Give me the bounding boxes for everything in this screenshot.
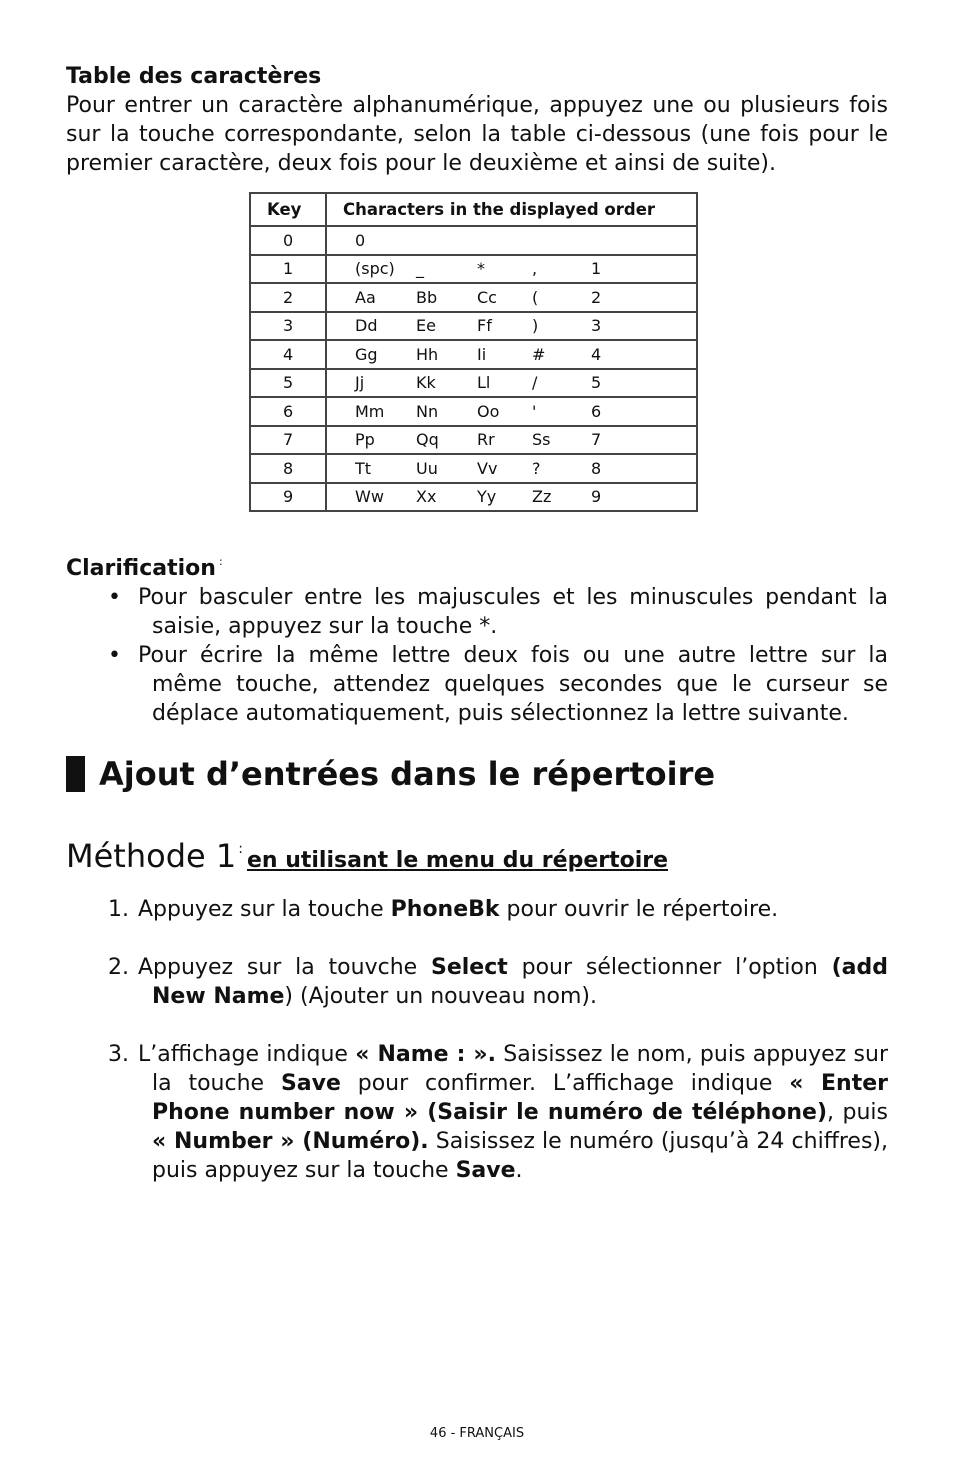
clarification-section — [66, 547, 888, 728]
character-value: 5 — [591, 373, 602, 393]
character-value: Ss — [532, 430, 551, 450]
character-value — [532, 231, 591, 250]
character-value: 7 — [591, 430, 602, 450]
heading-bar-icon — [66, 756, 85, 792]
character-value: * — [477, 259, 485, 279]
table-header-row — [250, 193, 697, 226]
character-value: Ii — [477, 344, 487, 364]
character-value: Pp — [355, 430, 375, 450]
character-value: Aa — [355, 287, 376, 307]
list-item — [66, 641, 888, 728]
character-value: Vv — [477, 458, 498, 478]
header-key: Key — [250, 193, 326, 226]
character-value: 2 — [591, 287, 602, 307]
clarification-colon: : — [218, 555, 223, 568]
character-value: Ww — [355, 487, 384, 507]
character-value: Dd — [355, 316, 378, 336]
character-value: Cc — [477, 287, 497, 307]
table-row — [250, 312, 697, 341]
method-subtitle: en utilisant le menu du répertoire — [246, 848, 669, 873]
character-value: Tt — [355, 458, 372, 478]
character-value: Uu — [416, 458, 438, 478]
character-value — [477, 231, 532, 250]
list-item — [66, 583, 888, 641]
character-value: / — [532, 373, 538, 393]
key-name: PhoneBk — [390, 897, 500, 922]
key-cell: 2 — [250, 283, 326, 312]
character-value: Ff — [477, 316, 492, 336]
character-value: ? — [532, 458, 541, 478]
characters-cell — [326, 312, 697, 341]
characters-cell — [326, 483, 697, 512]
step-text: pour sélectionner l’option — [507, 955, 832, 980]
character-table — [249, 192, 698, 512]
step-text: . — [515, 1158, 523, 1183]
character-value: Kk — [416, 373, 436, 393]
character-value: 3 — [591, 316, 602, 336]
bullet-icon: • — [108, 585, 121, 610]
table-row — [250, 369, 697, 398]
character-table-section — [66, 62, 888, 178]
clarification-label: Clarification — [66, 556, 216, 581]
key-cell: 7 — [250, 426, 326, 455]
character-value: Gg — [355, 344, 378, 364]
step-text: Appuyez sur la touvche — [138, 955, 431, 980]
step-3 — [66, 1040, 888, 1185]
characters-cell — [326, 369, 697, 398]
key-cell: 6 — [250, 397, 326, 426]
intro-paragraph: Pour entrer un caractère alphanumérique, appuyez une ou plusieurs fois sur la touche correspondante, selon la table ci-dessous (une fois pour le premier caractère, deux fois pour le deuxième et ainsi de suite). — [66, 93, 888, 176]
method-colon: : — [238, 841, 243, 857]
option-name: (add New Name — [152, 955, 888, 1009]
display-text: « Enter Phone number now » (Saisir le numéro de téléphone) — [152, 1071, 888, 1125]
step-text: ) (Ajouter un nouveau nom). — [284, 984, 597, 1009]
table-row — [250, 283, 697, 312]
character-value: Hh — [416, 344, 439, 364]
step-text: pour confirmer. L’affichage indique — [340, 1071, 790, 1096]
characters-cell — [326, 226, 697, 255]
character-value: Bb — [416, 287, 438, 307]
key-cell: 4 — [250, 340, 326, 369]
method-heading — [66, 829, 888, 881]
key-cell: 1 — [250, 255, 326, 284]
character-value: 0 — [355, 230, 366, 250]
key-cell: 9 — [250, 483, 326, 512]
key-cell: 8 — [250, 454, 326, 483]
characters-cell — [326, 426, 697, 455]
character-value: _ — [416, 259, 424, 279]
header-characters: Characters in the displayed order — [326, 193, 697, 226]
method-label: Méthode 1 — [66, 837, 237, 875]
step-text: pour ouvrir le répertoire. — [499, 897, 779, 922]
character-value: Nn — [416, 401, 439, 421]
table-row — [250, 397, 697, 426]
character-value: 1 — [591, 259, 602, 279]
step-text: , puis — [827, 1100, 889, 1125]
bullet-text: Pour écrire la même lettre deux fois ou une autre lettre sur la même touche, attendez quelques secondes que le curseur se déplace automatiquement, puis sélectionnez la lettre suivante. — [138, 643, 888, 726]
character-value: 9 — [591, 487, 602, 507]
character-value: ' — [532, 401, 537, 421]
step-number: 3. — [108, 1042, 129, 1067]
character-value: , — [532, 259, 538, 279]
table-row — [250, 226, 697, 255]
step-text: Saisissez le numéro (jusqu’à 24 chiffres), puis appuyez sur la touche — [152, 1129, 888, 1183]
key-cell: 5 — [250, 369, 326, 398]
step-text: Appuyez sur la touche — [138, 897, 391, 922]
key-name: Save — [455, 1158, 516, 1183]
clarification-title — [66, 547, 888, 583]
key-cell: 3 — [250, 312, 326, 341]
clarification-list — [66, 583, 888, 728]
character-value: Mm — [355, 401, 385, 421]
character-value: 8 — [591, 458, 602, 478]
table-row — [250, 255, 697, 284]
character-value: Jj — [355, 373, 365, 393]
characters-cell — [326, 283, 697, 312]
character-value: ) — [532, 316, 539, 336]
character-value: 4 — [591, 344, 602, 364]
table-row — [250, 454, 697, 483]
step-1 — [66, 895, 888, 924]
character-value: Ee — [416, 316, 436, 336]
section-title: Table des caractères — [66, 64, 322, 89]
character-value: 6 — [591, 401, 602, 421]
steps-section — [66, 895, 888, 1214]
character-value: Ll — [477, 373, 491, 393]
step-number: 2. — [108, 955, 129, 980]
step-text: L’affichage indique — [138, 1042, 356, 1067]
character-value: Yy — [477, 487, 497, 507]
character-value: # — [532, 344, 546, 364]
character-value: ( — [532, 287, 539, 307]
display-text: « Name : ». — [355, 1042, 496, 1067]
table-row — [250, 340, 697, 369]
page-footer: 46 - FRANÇAIS — [429, 1426, 525, 1441]
table-row — [250, 483, 697, 512]
character-value: (spc) — [355, 259, 395, 279]
characters-cell — [326, 340, 697, 369]
section-heading — [66, 754, 888, 794]
step-number: 1. — [108, 897, 129, 922]
display-text: « Number » (Numéro). — [152, 1129, 429, 1154]
bullet-icon: • — [108, 643, 121, 668]
characters-cell — [326, 255, 697, 284]
bullet-text: Pour basculer entre les majuscules et les minuscules pendant la saisie, appuyez sur la touche *. — [138, 585, 888, 639]
step-2 — [66, 953, 888, 1011]
character-value: Oo — [477, 401, 500, 421]
key-name: Save — [280, 1071, 341, 1096]
key-name: Select — [431, 955, 508, 980]
character-value — [416, 231, 477, 250]
heading-text: Ajout d’entrées dans le répertoire — [99, 755, 716, 793]
steps-list — [66, 895, 888, 1185]
characters-cell — [326, 397, 697, 426]
character-value — [591, 231, 631, 250]
key-cell: 0 — [250, 226, 326, 255]
step-text: Saisissez le nom, puis appuyez sur la touche — [152, 1042, 888, 1096]
characters-cell — [326, 454, 697, 483]
character-value: Rr — [477, 430, 495, 450]
table-row — [250, 426, 697, 455]
character-value: Qq — [416, 430, 439, 450]
character-value: Zz — [532, 487, 552, 507]
character-value: Xx — [416, 487, 437, 507]
